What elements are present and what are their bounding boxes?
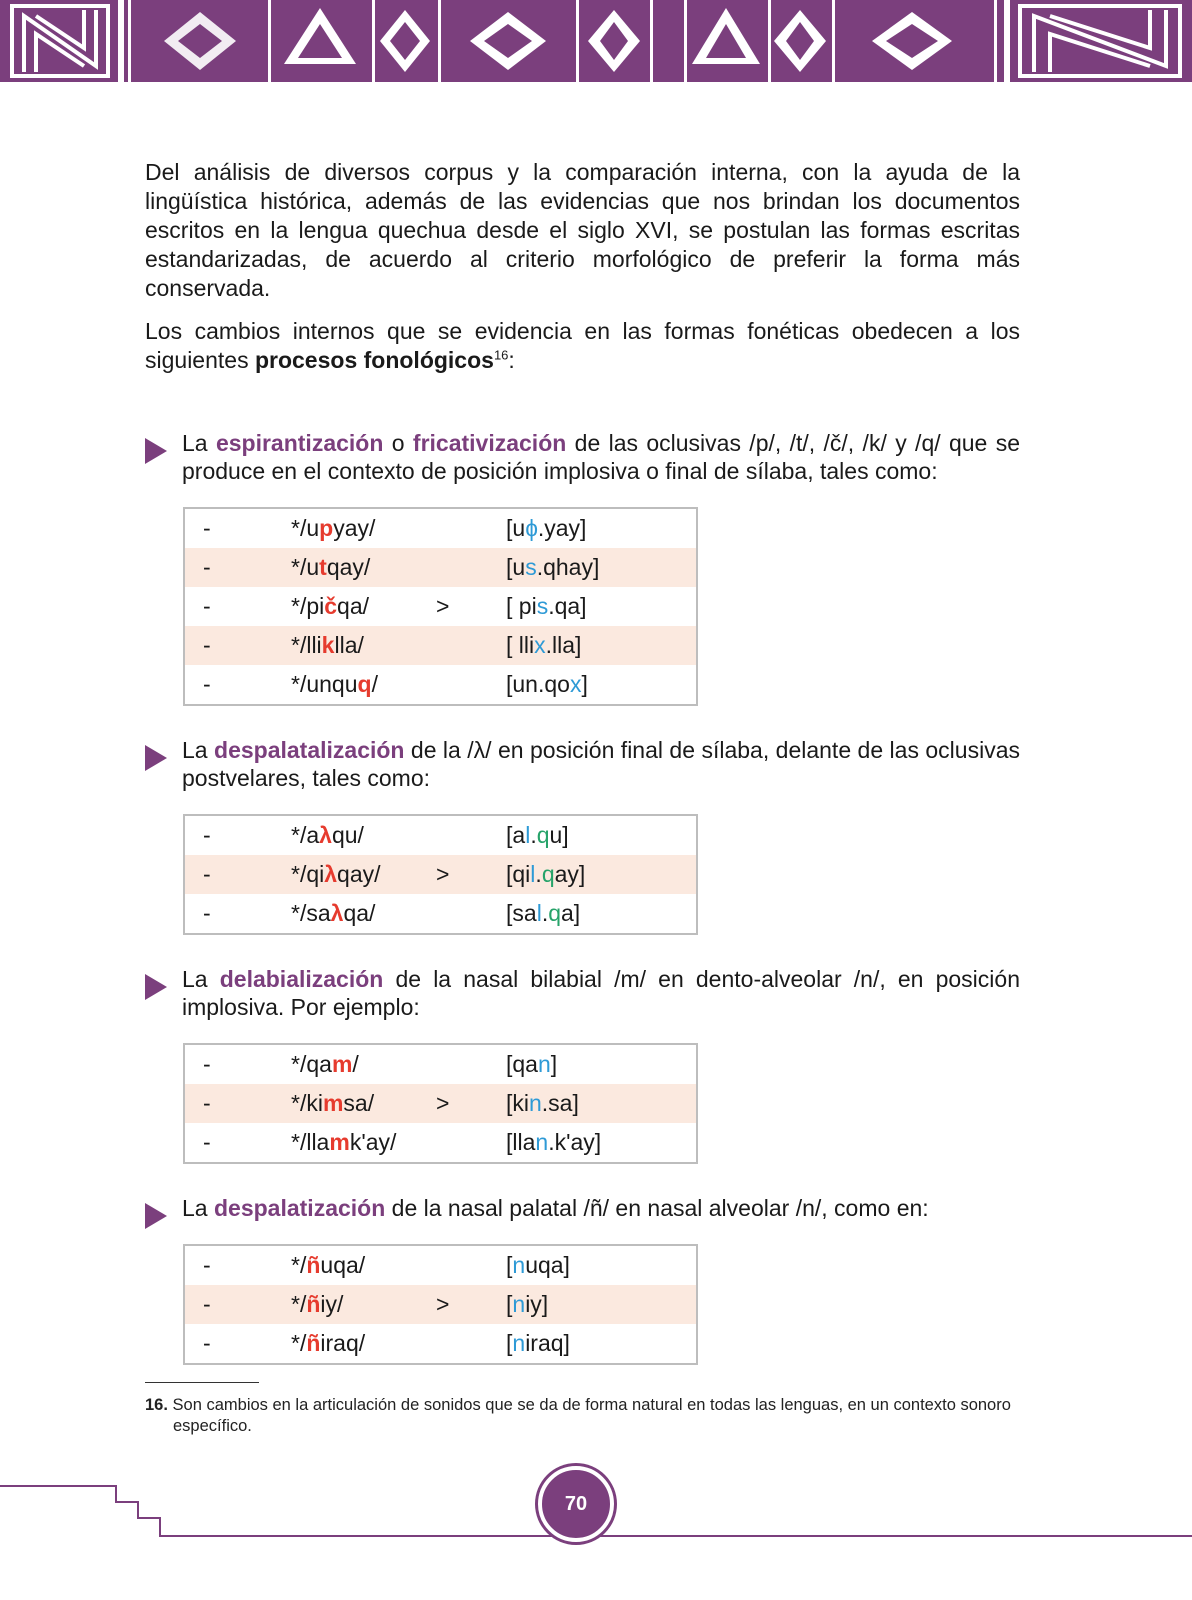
table-row — [184, 1123, 697, 1163]
example-table-4 — [183, 1244, 698, 1365]
term-despalatizacion: despalatización — [213, 1195, 386, 1221]
bullet-text: de la nasal palatal /ñ/ en nasal alveolar /n/, como en: — [385, 1195, 929, 1221]
arrow-cell — [436, 815, 506, 855]
triangle-bullet-icon — [145, 1203, 167, 1229]
footnote — [145, 1394, 1020, 1437]
phonetic-form: [un.qox] — [506, 671, 588, 697]
bullet-text: de las oclusivas /p/, /t/, /č/, /k/ y /q/ que se produce en el contexto de posición implosiva o final de sílaba, tales como: — [182, 430, 1020, 484]
bullet-text: de la nasal bilabial /m/ en dento-alveolar /n/, en posición implosiva. Por ejemplo: — [182, 966, 1020, 1020]
original-form: */lliklla/ — [291, 626, 436, 665]
phonetic-form: [kin.sa] — [506, 1084, 697, 1123]
arrow-cell — [436, 1044, 506, 1084]
original-form: */utqay/ — [291, 548, 436, 587]
phonetic-form: [ pis.qa] — [506, 593, 587, 619]
table-row — [184, 626, 697, 665]
phonetic-form: [niraq] — [506, 1330, 570, 1356]
table-row — [184, 1285, 697, 1324]
example-table-2 — [183, 814, 698, 935]
dash-cell: - — [184, 855, 291, 894]
intro-paragraph: Del análisis de diversos corpus y la comparación interna, con la ayuda de la lingüística histórica, además de las evidencias que nos brindan los documentos escritos en la lengua quechua desde el siglo XVI, se postulan las formas escritas estandarizadas, de acuerdo al criterio morfológico de preferir la forma más conservada. — [145, 159, 1020, 301]
dash-cell: - — [203, 900, 211, 926]
triangle-bullet-icon — [145, 745, 167, 771]
table-row — [184, 548, 697, 587]
triangle-bullet-icon — [145, 974, 167, 1000]
dash-cell: - — [184, 548, 291, 587]
bullet-text: de la /λ/ en posición final de sílaba, delante de las oclusivas postvelares, tales como: — [182, 737, 1020, 791]
arrow-cell: > — [436, 855, 506, 894]
phonetic-form: [niy] — [506, 1285, 697, 1324]
term-despalatalizacion: despalatalización — [214, 737, 405, 763]
original-form: */upyay/ — [291, 515, 376, 541]
phonetic-form: [llan.k'ay] — [506, 1129, 602, 1155]
bold-term: procesos fonológicos — [254, 347, 494, 373]
phonetic-form: [nuqa] — [506, 1252, 570, 1278]
page-number-badge: 70 — [538, 1466, 614, 1542]
table-row — [184, 1245, 697, 1285]
table-row — [184, 665, 697, 705]
footnote-ref: 16 — [493, 347, 509, 363]
footnote-divider — [145, 1382, 259, 1383]
dash-cell: - — [184, 1084, 291, 1123]
footnote-text: Son cambios en la articulación de sonidos que se da de forma natural en todas las lenguas, en un contexto sonoro — [172, 1396, 1011, 1414]
term-espirantizacion: espirantización — [215, 430, 384, 456]
phonetic-form: [qan] — [506, 1051, 558, 1077]
term-delabializacion: delabialización — [219, 966, 384, 992]
phonetic-form: [sal.qa] — [506, 900, 581, 926]
table-row — [184, 1044, 697, 1084]
term-fricativizacion: fricativización — [412, 430, 567, 456]
bullet-text: o — [383, 430, 413, 456]
arrow-cell — [436, 665, 506, 705]
dash-cell: - — [203, 515, 211, 541]
triangle-bullet-icon — [145, 438, 167, 464]
bullet-text: La — [182, 966, 220, 992]
bullet-despalatizacion — [145, 1194, 1020, 1222]
dash-cell: - — [184, 626, 291, 665]
arrow-cell — [436, 1324, 506, 1364]
original-form: */qiλqay/ — [291, 855, 436, 894]
arrow-cell — [436, 1245, 506, 1285]
table-row — [184, 508, 697, 548]
arrow-cell: > — [436, 1285, 506, 1324]
textile-pattern-icon — [0, 0, 1192, 82]
original-form: */aλqu/ — [291, 822, 364, 848]
bullet-delabializacion — [145, 965, 1020, 1021]
bullet-despalatalizacion — [145, 736, 1020, 792]
table-row — [184, 1084, 697, 1123]
dash-cell: - — [203, 671, 211, 697]
dash-cell: - — [203, 1330, 211, 1356]
arrow-cell: > — [436, 1084, 506, 1123]
original-form: */unquq/ — [291, 671, 378, 697]
arrow-cell — [436, 626, 506, 665]
example-table-1 — [183, 507, 698, 706]
dash-cell: - — [184, 1285, 291, 1324]
dash-cell: - — [203, 1051, 211, 1077]
original-form: */kimsa/ — [291, 1084, 436, 1123]
dash-cell: - — [203, 1252, 211, 1278]
phonetic-form: [us.qhay] — [506, 548, 697, 587]
footnote-text-continued: específico. — [173, 1417, 252, 1435]
paragraph-text: Los cambios internos que se evidencia en las formas fonéticas obedecen a los siguientes — [145, 318, 1020, 373]
table-row — [184, 587, 697, 626]
table-row — [184, 855, 697, 894]
example-table-3 — [183, 1043, 698, 1164]
decorative-header-band — [0, 0, 1192, 82]
original-form: */ñuqa/ — [291, 1252, 366, 1278]
arrow-cell — [436, 508, 506, 548]
bullet-text: La — [182, 737, 215, 763]
bullet-text: La — [182, 430, 216, 456]
original-form: */saλqa/ — [291, 900, 376, 926]
arrow-cell: > — [436, 593, 450, 619]
phonetic-form: [al.qu] — [506, 822, 569, 848]
dash-cell: - — [203, 822, 211, 848]
bullet-espirantizacion — [145, 429, 1020, 485]
original-form: */pičqa/ — [291, 593, 370, 619]
original-form: */ñiraq/ — [291, 1330, 366, 1356]
arrow-cell — [436, 894, 506, 934]
arrow-cell — [436, 1123, 506, 1163]
table-row — [184, 815, 697, 855]
original-form: */llamk'ay/ — [291, 1129, 397, 1155]
original-form: */qam/ — [291, 1051, 359, 1077]
dash-cell: - — [203, 1129, 211, 1155]
table-row — [184, 1324, 697, 1364]
bullet-text: La — [182, 1195, 214, 1221]
table-row — [184, 894, 697, 934]
dash-cell: - — [203, 593, 211, 619]
footnote-number: 16. — [145, 1396, 168, 1414]
phonetic-form: [uɸ.yay] — [506, 515, 587, 541]
paragraph-text: : — [508, 347, 515, 373]
phonetic-form: [qil.qay] — [506, 855, 697, 894]
arrow-cell — [436, 548, 506, 587]
original-form: */ñiy/ — [291, 1285, 436, 1324]
phonetic-form: [ llix.lla] — [506, 626, 697, 665]
main-content — [145, 158, 1020, 1365]
processes-paragraph — [145, 317, 1020, 375]
